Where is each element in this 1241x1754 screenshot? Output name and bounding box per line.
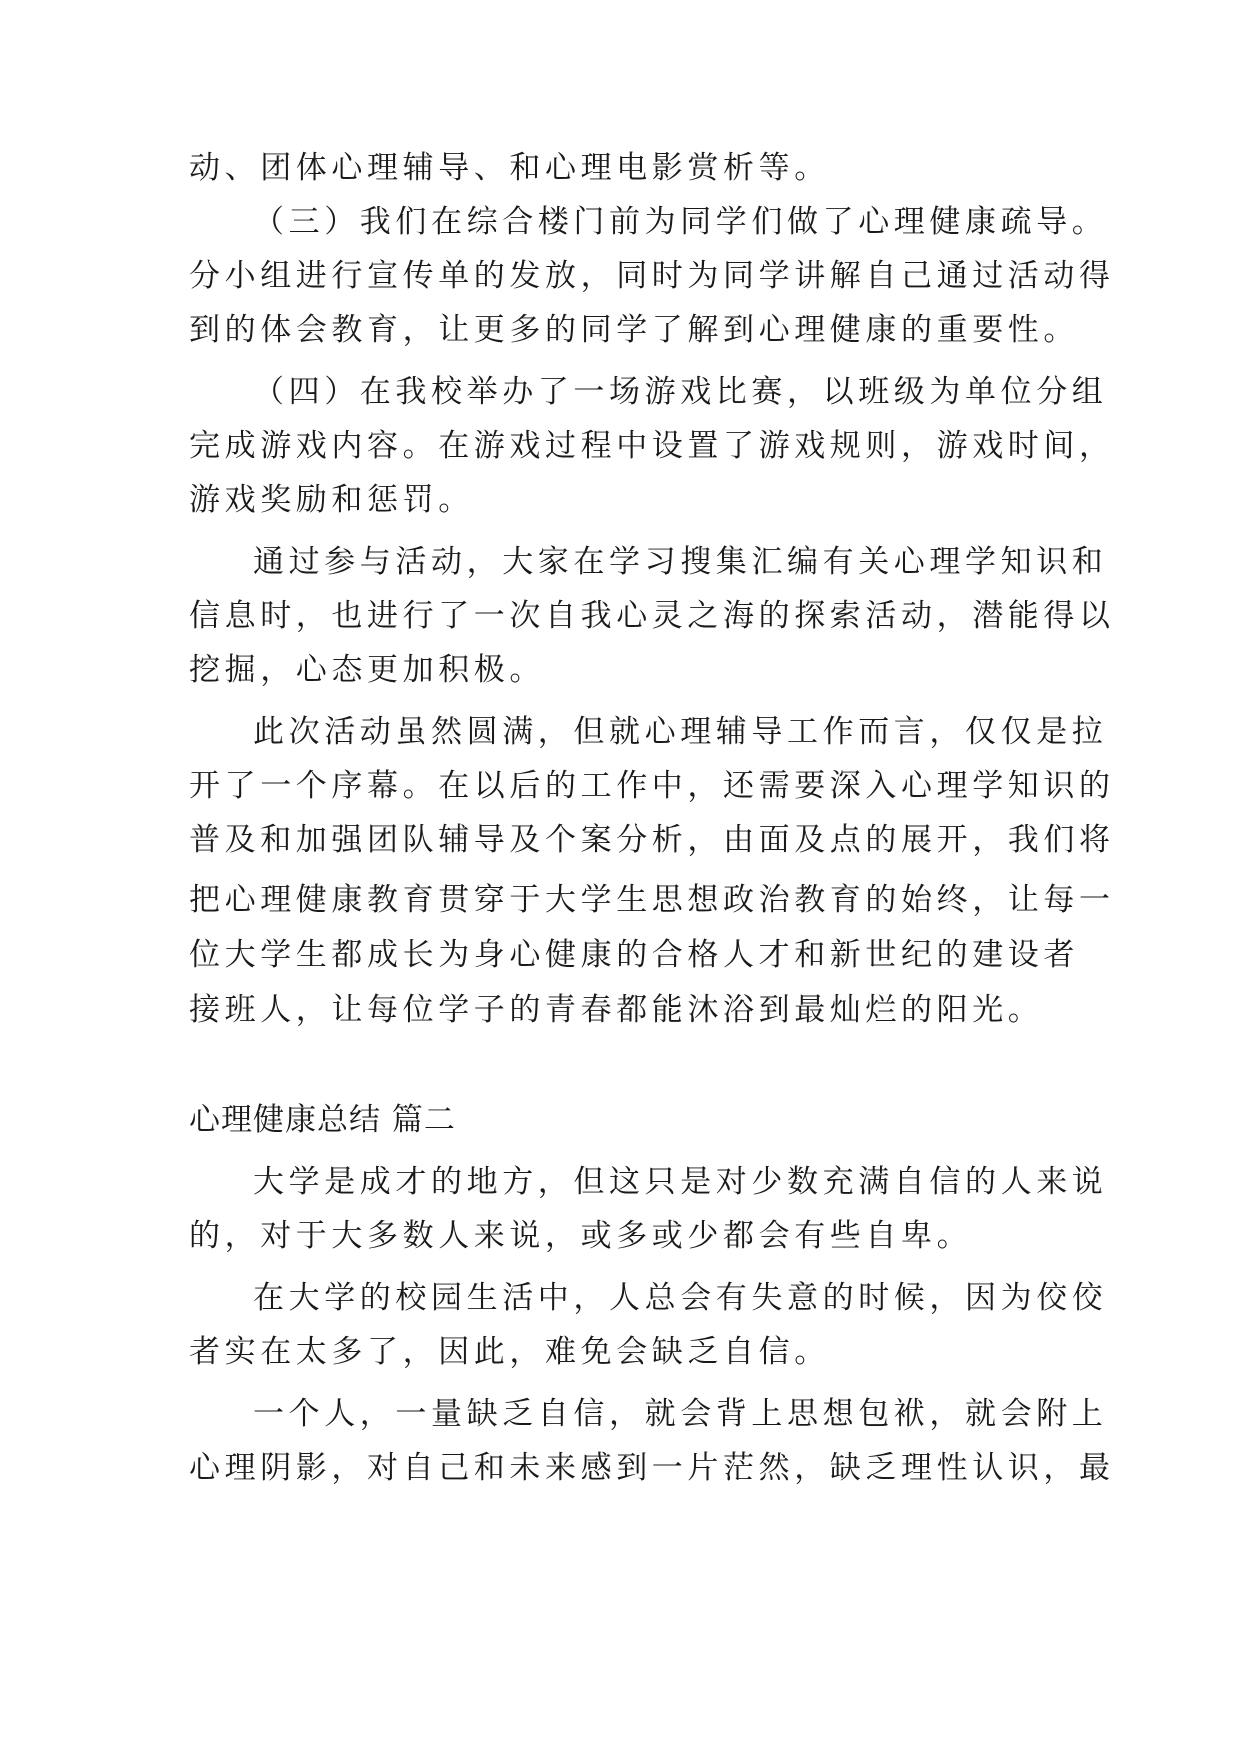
paragraph-line: （三）我们在综合楼门前为同学们做了心理健康疏导。 [253, 204, 1108, 240]
paragraph-line: 的，对于大多数人来说，或多或少都会有些自卑。 [189, 1218, 973, 1254]
paragraph-line: （四）在我校举办了一场游戏比赛，以班级为单位分组 [253, 374, 1108, 410]
paragraph-line: 大学是成才的地方，但这只是对少数充满自信的人来说 [253, 1164, 1108, 1200]
paragraph-line: 挖掘，心态更加积极。 [189, 652, 545, 688]
paragraph-line: 动、团体心理辅导、和心理电影赏析等。 [189, 150, 830, 186]
paragraph-line: 一个人，一量缺乏自信，就会背上思想包袱，就会附上 [253, 1396, 1108, 1432]
paragraph-line: 完成游戏内容。在游戏过程中设置了游戏规则，游戏时间， [189, 428, 1115, 464]
paragraph-line: 通过参与活动，大家在学习搜集汇编有关心理学知识和 [253, 544, 1108, 580]
paragraph-line: 到的体会教育，让更多的同学了解到心理健康的重要性。 [189, 312, 1079, 348]
paragraph-line: 信息时，也进行了一次自我心灵之海的探索活动，潜能得以 [189, 598, 1115, 634]
paragraph-line: 此次活动虽然圆满，但就心理辅导工作而言，仅仅是拉 [253, 714, 1108, 750]
paragraph-line: 把心理健康教育贯穿于大学生思想政治教育的始终，让每一 [189, 882, 1115, 918]
paragraph-line: 开了一个序幕。在以后的工作中，还需要深入心理学知识的 [189, 768, 1115, 804]
section-heading: 心理健康总结 篇二 [189, 1102, 456, 1138]
paragraph-line: 在大学的校园生活中，人总会有失意的时候，因为佼佼 [253, 1280, 1108, 1316]
paragraph-line: 接班人，让每位学子的青春都能沐浴到最灿烂的阳光。 [189, 992, 1044, 1028]
paragraph-line: 游戏奖励和惩罚。 [189, 482, 474, 518]
paragraph-line: 位大学生都成长为身心健康的合格人才和新世纪的建设者 [189, 937, 1079, 973]
paragraph-line: 心理阴影，对自己和未来感到一片茫然，缺乏理性认识，最 [189, 1450, 1115, 1486]
paragraph-line: 普及和加强团队辅导及个案分析，由面及点的展开，我们将 [189, 822, 1115, 858]
paragraph-line: 分小组进行宣传单的发放，同时为同学讲解自己通过活动得 [189, 258, 1115, 294]
paragraph-line: 者实在太多了，因此，难免会缺乏自信。 [189, 1334, 830, 1370]
